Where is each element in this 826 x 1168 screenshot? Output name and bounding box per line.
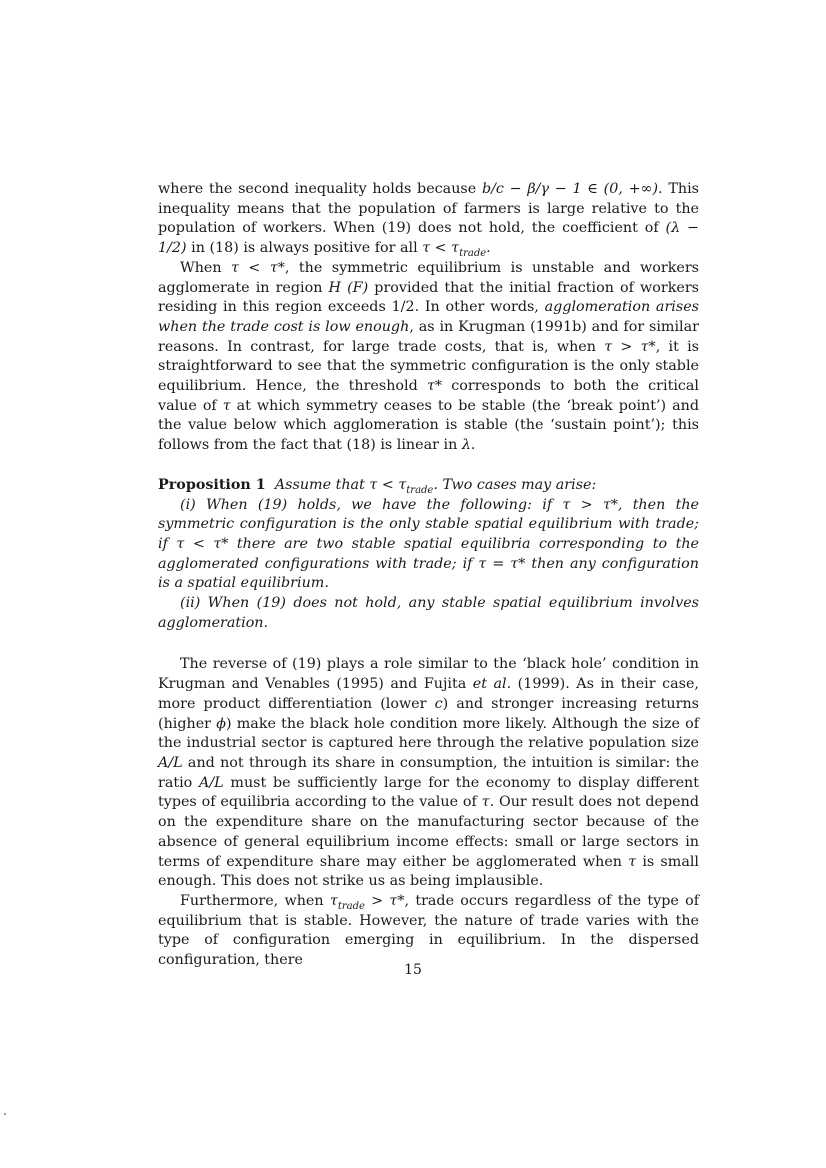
text: , it is straightforward to see that the symmetric configuration is the only stable equilibrium. Hence, the threshold bbox=[158, 338, 699, 395]
math-subscript: trade bbox=[337, 900, 365, 912]
math-inline: A/L bbox=[199, 774, 224, 791]
text: When bbox=[180, 259, 232, 276]
page-number: 15 bbox=[404, 962, 422, 978]
text: (1999). As in their case, more product differentiation (lower bbox=[158, 676, 699, 712]
math-inline: τ* bbox=[426, 378, 443, 395]
text: , the symmetric equilibrium is unstable and workers agglomerate in region bbox=[158, 259, 699, 296]
page-body bbox=[158, 180, 699, 971]
text: , as in Krugman (1991b) and for similar reasons. In contrast, for large trade costs, that is, when bbox=[158, 318, 699, 355]
paragraph-3 bbox=[158, 655, 699, 891]
text: at which symmetry ceases to be stable (the ‘break point’) and the value below which agglomeration is stable (the ‘sustain point’); this follows from the fact that (18) is linear in bbox=[158, 397, 699, 454]
text: The reverse of (19) plays a role similar to the ‘black hole’ condition in Krugman and Venables (1995) and Fujita bbox=[158, 656, 699, 693]
math-subscript: trade bbox=[406, 484, 434, 496]
text: corresponds to both the critical value of bbox=[158, 378, 699, 414]
math-inline: ϕ bbox=[216, 715, 226, 732]
text: and not through its share in consumption, the intuition is similar: the ratio bbox=[158, 754, 699, 791]
math-inline: τ < τ bbox=[422, 240, 460, 257]
math-inline: b/c − β/γ − 1 ∈ (0, +∞) bbox=[481, 181, 659, 197]
text: must be sufficiently large for the economy to display different types of equilibria according to the value of bbox=[158, 774, 699, 811]
math-inline: τ bbox=[222, 397, 231, 414]
math-inline: τ bbox=[628, 853, 637, 870]
text: . Our result does not depend on the expenditure share on the manufacturing sector because of the absence of general equilibrium income effects: small or large sectors in terms of expenditure share may either be agglomerated when bbox=[158, 794, 699, 870]
text: ) make the black hole condition more likely. Although the size of the industrial sector is captured here through the relative population size bbox=[158, 715, 699, 752]
text: in (18) is always positive for all bbox=[186, 240, 423, 257]
math-inline: H (F) bbox=[328, 279, 369, 296]
proposition-statement bbox=[158, 476, 699, 496]
text: provided that the initial fraction of workers residing in this region exceeds 1/2. In other words, bbox=[158, 279, 700, 316]
math-inline: > τ* bbox=[364, 892, 405, 909]
math-inline: A/L bbox=[158, 754, 183, 771]
text: . This inequality means that the population of farmers is large relative to the population of workers. When (19) does not hold, the coefficient of bbox=[158, 181, 699, 237]
math-inline: τ < τ* bbox=[231, 259, 285, 276]
math-inline: λ bbox=[461, 437, 471, 454]
scan-speck bbox=[4, 1113, 6, 1115]
math-inline: c bbox=[434, 695, 443, 712]
emphasis: et al. bbox=[472, 676, 512, 693]
math-inline: τ < τ bbox=[369, 476, 407, 493]
paragraph-4 bbox=[158, 892, 699, 971]
text: is small enough. This does not strike us as being implausible. bbox=[158, 853, 699, 890]
proposition-case-i: (i) When (19) holds, we have the following: if τ > τ*, then the symmetric configuration is the only stable spatial equilibrium with trade; if τ < τ* there are two stable spatial equilibria corresponding to the agglomerated configurations with trade; if τ = τ* then any configuration is a spatial equilibrium. bbox=[158, 496, 699, 592]
emphasis: agglomeration arises when the trade cost is low enough bbox=[158, 299, 699, 335]
proposition-case-ii: (ii) When (19) does not hold, any stable spatial equilibrium involves agglomeration. bbox=[158, 595, 699, 631]
proposition-heading: Proposition 1 bbox=[158, 476, 266, 493]
math-subscript: trade bbox=[459, 247, 487, 259]
text: ) and stronger increasing returns (higher bbox=[158, 695, 699, 732]
text: where the second inequality holds because bbox=[158, 181, 482, 197]
text: Assume that bbox=[274, 476, 370, 493]
text: , trade occurs regardless of the type of equilibrium that is stable. However, the nature of trade varies with the type of configuration emerging in equilibrium. In the dispersed configuration, there bbox=[158, 892, 699, 969]
math-inline: τ bbox=[329, 892, 338, 909]
text: . Two cases may arise: bbox=[433, 476, 597, 493]
math-inline: τ > τ* bbox=[604, 338, 656, 355]
text: . bbox=[470, 437, 476, 454]
math-inline: (λ − 1/2) bbox=[158, 220, 699, 257]
math-inline: τ bbox=[481, 794, 490, 811]
paragraph-1 bbox=[158, 180, 699, 259]
paragraph-2 bbox=[158, 259, 699, 456]
text: Furthermore, when bbox=[180, 892, 330, 909]
text: . bbox=[486, 240, 491, 257]
